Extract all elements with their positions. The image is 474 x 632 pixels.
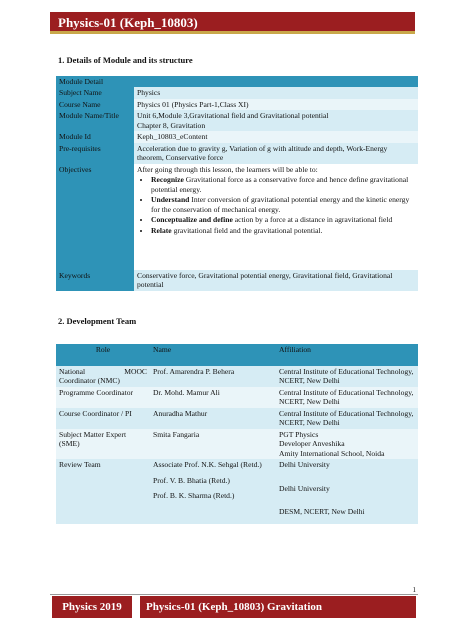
section-2-heading: 2. Development Team xyxy=(58,316,137,326)
team-names-review xyxy=(150,459,276,523)
reviewer-name: Prof. B. K. Sharma (Retd.) xyxy=(153,491,235,501)
footer-right-banner: Physics-01 (Keph_10803) Gravitation xyxy=(140,596,416,618)
row-label-subject: Subject Name xyxy=(56,87,134,98)
objective-lead: Recognize xyxy=(151,175,184,185)
team-name-nmc: Prof. Amarendra P. Behera xyxy=(150,366,276,387)
module-detail-label: Module Detail xyxy=(56,76,418,87)
reviewer-affiliation: DESM, NCERT, New Delhi xyxy=(279,507,365,517)
objective-text: gravitational field and the gravitational potential. xyxy=(171,225,323,235)
objective-item xyxy=(151,215,415,224)
reviewer-name: Associate Prof. N.K. Sehgal (Retd.) xyxy=(153,460,262,470)
row-value-module-name xyxy=(134,110,418,131)
reviewer-affiliation: Delhi University xyxy=(279,483,330,493)
row-value-subject: Physics xyxy=(134,87,418,98)
team-role-programme: Programme Coordinator xyxy=(56,387,150,408)
team-name-course: Anuradha Mathur xyxy=(150,408,276,429)
objective-lead: Relate xyxy=(151,225,172,235)
header-banner: Physics-01 (Keph_10803) xyxy=(50,12,415,34)
page-number: 1 xyxy=(412,586,416,594)
row-value-keywords: Conservative force, Gravitational potential energy, Gravitational field, Gravitational potential xyxy=(134,270,418,291)
team-role-sme: Subject Matter Expert (SME) xyxy=(56,429,150,459)
objective-lead: Conceptualize and define xyxy=(151,215,233,225)
row-value-course: Physics 01 (Physics Part-1,Class XI) xyxy=(134,99,418,110)
section-1-heading: 1. Details of Module and its structure xyxy=(58,55,193,65)
row-value-objectives xyxy=(134,164,418,270)
affiliation-line: Amity International School, Noida xyxy=(279,448,385,458)
team-role-course: Course Coordinator / PI xyxy=(56,408,150,429)
team-role-review: Review Team xyxy=(56,459,150,523)
objective-item xyxy=(151,175,415,194)
row-label-keywords: Keywords xyxy=(56,270,134,291)
row-label-module-name: Module Name/Title xyxy=(56,110,134,131)
objective-item xyxy=(151,226,415,235)
module-name-line-2: Chapter 8, Gravitation xyxy=(137,120,206,130)
row-value-prereq: Acceleration due to gravity g, Variation of g with altitude and depth, Work-Energy theorem, Conservative force xyxy=(134,143,418,164)
footer-left-badge: Physics 2019 xyxy=(52,596,132,618)
team-name-programme: Dr. Mohd. Mamur Ali xyxy=(150,387,276,408)
team-affiliation-programme: Central Institute of Educational Technology, NCERT, New Delhi xyxy=(276,387,418,408)
team-affiliation-sme xyxy=(276,429,418,459)
team-affiliation-nmc: Central Institute of Educational Technology, NCERT, New Delhi xyxy=(276,366,418,387)
reviewer-name: Prof. V. B. Bhatia (Retd.) xyxy=(153,475,230,485)
col-header-name: Name xyxy=(150,344,276,366)
row-value-module-id: Keph_10803_eContent xyxy=(134,131,418,142)
module-name-line-1: Unit 6,Module 3,Gravitational field and Gravitational potential xyxy=(137,111,329,121)
objectives-intro: After going through this lesson, the learners will be able to: xyxy=(137,164,318,174)
team-name-sme: Smita Fangaria xyxy=(150,429,276,459)
row-label-prereq: Pre-requisites xyxy=(56,143,134,164)
affiliation-line: PGT Physics xyxy=(279,429,319,439)
development-team-table xyxy=(56,344,418,524)
objective-lead: Understand xyxy=(151,195,190,205)
row-label-objectives: Objectives xyxy=(56,164,134,270)
footer-divider xyxy=(50,594,418,595)
objective-text: Inter conversion of gravitational potential energy and the kinetic energy for the conservation of mechanical energy. xyxy=(151,195,410,214)
row-label-module-id: Module Id xyxy=(56,131,134,142)
objective-item xyxy=(151,195,415,214)
col-header-role: Role xyxy=(56,344,150,366)
col-header-affiliation: Affiliation xyxy=(276,344,418,366)
affiliation-line: Developer Anveshika xyxy=(279,439,345,449)
objective-text: Gravitational force as a conservative force and hence define gravitational potential energy. xyxy=(151,175,409,194)
team-affiliation-course: Central Institute of Educational Technology, NCERT, New Delhi xyxy=(276,408,418,429)
module-detail-table xyxy=(56,76,418,291)
reviewer-affiliation: Delhi University xyxy=(279,460,330,470)
objective-text: action by a force at a distance in agravitational field xyxy=(232,215,393,225)
row-label-course: Course Name xyxy=(56,99,134,110)
team-affiliations-review xyxy=(276,459,418,523)
team-role-nmc: National MOOC Coordinator (NMC) xyxy=(56,366,150,387)
